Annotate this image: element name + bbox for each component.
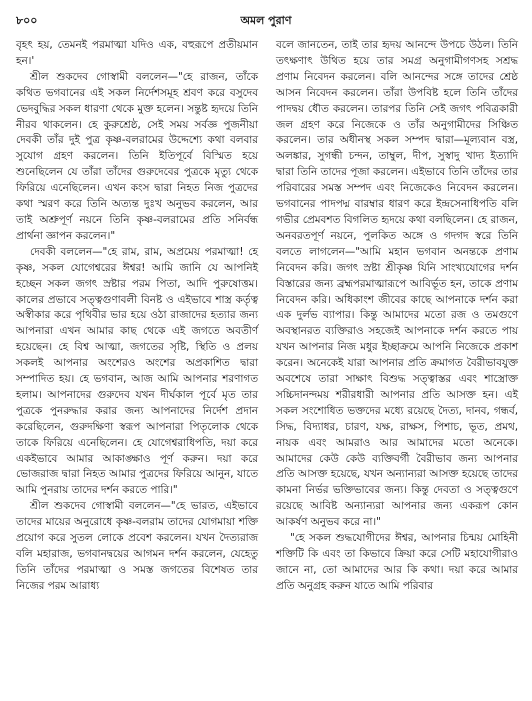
left-column [16, 38, 258, 595]
running-title: অমল পুরাণ [240, 14, 292, 27]
paragraph: দেবকী বললেন—"হে রাম, রাম, অপ্রমেয় পরমাত্মা! হে কৃষ্ণ, সকল যোগেশ্বরের ঈশ্বর! আমি জানি যে আপনিই হচ্ছেন সকল জগৎ স্রষ্টার পরম পিতা, আদি পুরুষোত্তম। কালের প্রভাবে সত্ত্বগুণাবলী বিনষ্ট ও এইভাবে শাস্ত্র কর্তৃত্ব অস্বীকার করে পৃথিবীর ভার হয়ে ওঠা রাজাদের হত্যার জন্য আপনারা এখন আমার কাছ থেকে এই জগতে অবতীর্ণ হয়েছেন। হে বিশ্ব আত্মা, জগতের সৃষ্টি, স্থিতি ও প্রলয় সকলই আপনার অংশেরও অংশের অপ্রকাশিত দ্বারা সম্পাদিত হয়। হে ভগবান, আজ আমি আপনার শরণাগত হলাম। আপনাদের গুরুদেব যখন দীর্ঘকাল পূর্বে মৃত তার পুত্রকে পুনরুদ্ধার করার জন্য আপনাদের নির্দেশ প্রদান করেছিলেন, গুরুদক্ষিণা স্বরূপ আপনারা পিতৃলোক থেকে তাকে ফিরিয়ে এনেছিলেন। হে যোগেশ্বরাধিপতি, দয়া করে একইভাবে আমার আকাঙ্ক্ষাও পূর্ণ করুন। দয়া করে ভোজরাজ দ্বারা নিহত আমার পুত্রদের ফিরিয়ে আনুন, যাতে আমি পুনরায় তাদের দর্শন করতে পারি।" [16, 245, 258, 497]
paragraph: "হে সকল শুদ্ধযোগীদের ঈশ্বর, আপনার চিন্ময় মোহিনী শক্তিটি কি এবং তা কিভাবে ক্রিয়া করে সেটি মহাযোগীরাও জানে না, তো আমাদের আর কি কথা। দয়া করে আমার প্রতি অনুগ্রহ করুন যাতে আমি পরিবার [276, 532, 518, 592]
paragraph: শ্রীল শুকদেব গোস্বামী বললেন—"হে রাজন, তাঁকে কথিত ভগবানের এই সকল নির্দেশসমূহ শ্রবণ করে বসুদেব ভেদবুদ্ধির সকল ধারণা থেকে মুক্ত হলেন। সন্তুষ্ট হৃদয়ে তিনি নীরব থাকলেন। হে কুরুশ্রেষ্ঠ, সেই সময় সর্বজ্ঞ পুজনীয়া দেবকী তাঁর দুই পুত্র কৃষ্ণ-বলরামের উদ্দেশ্যে কথা বলবার সুযোগ গ্রহণ করলেন। তিনি ইতিপূর্বে বিস্মিত হয়ে শুনেছিলেন যে তাঁরা তাঁদের গুরুদেবের পুত্রকে মৃত্যু থেকে ফিরিয়ে এনেছিলেন। এখন কংস দ্বারা নিহত নিজ পুত্রদের কথা স্মরণ করে তিনি অত্যন্ত দুঃখ অনুভব করলেন, আর তাই অশ্রুপূর্ণ নয়নে তিনি কৃষ্ণ-বলরামের প্রতি সনির্বন্ধ প্রার্থনা জ্ঞাপন করলেন।" [16, 70, 258, 242]
right-column [276, 38, 518, 595]
paragraph: বৃহৎ হয়, তেমনই পরমাত্মা যদিও এক, বহুরূপে প্রতীয়মান হন।' [16, 39, 258, 67]
paragraph: বলে জানতেন, তাই তার হৃদয় আনন্দে উপচে উঠল। তিনি তৎক্ষণাৎ উথিত হয়ে তার সমগ্র অনুগামীগণসহ সশ্রদ্ধ প্রণাম নিবেদন করলেন। বলি আনন্দের সঙ্গে তাদের শ্রেষ্ঠ আসন নিবেদন করলেন। তাঁরা উপবিষ্ট হলে তিনি তাঁদের পাদদ্বয় ধৌত করলেন। তারপর তিনি সেই জগৎ পবিত্রকারী জল গ্রহণ করে নিজেকে ও তাঁর অনুগামীদের সিঞ্চিত করলেন। তার অধীনস্থ সকল সম্পদ দ্বারা—মূল্যবান বস্ত্র, অলঙ্কার, সুগন্ধী চন্দন, তাম্বুল, দীপ, সুস্বাদু খাদ্য ইত্যাদি দ্বারা তিনি তাদের পূজা করলেন। এইভাবে তিনি তাঁদের তার পরিবারের সমস্ত সম্পদ এবং নিজেকেও নিবেদন করলেন। ভগবানের পাদপদ্ম বারম্বার ধারণ করে ইন্দ্রসেনাধিপতি বলি গভীর প্রেমবশত বিগলিত হৃদয়ে কথা বলছিলেন। হে রাজন, অনবরতপূর্ণ নয়নে, পুলকিত অঙ্গে ও গদগদ স্বরে তিনি বলতে লাগলেন—"আমি মহান ভগবান অনন্তকে প্রণাম নিবেদন করি। জগৎ স্রষ্টা শ্রীকৃষ্ণ যিনি সাংখ্যযোগের দর্শন বিস্তারের জন্য ব্রহ্মপরমাত্মারূপে আবির্ভূত হন, তাকে প্রণাম নিবেদন করি। অধিকাংশ জীবের কাছে আপনাকে দর্শন করা এক দুর্লভ ব্যাপার। কিন্তু আমাদের মতো রজ ও তমগুণে অবস্থানরত ব্যক্তিরাও সহজেই আপনাকে দর্শন করতে পায় যখন আপনার নিজ মধুর ইচ্ছাক্রমে আপনি নিজেকে প্রকাশ করেন। অনেকেই যারা আপনার প্রতি ক্রমাগত বৈরীভাবযুক্ত অবশেষে তারা সাক্ষাৎ বিশুদ্ধ সত্ত্বাস্তর এবং শাস্ত্রোক্ত সচ্চিদানন্দময় শরীরধারী আপনার প্রতি আসক্ত হন। এই সকল সংশোধিত ভক্তদের মধ্যে রয়েছে দৈত্য, দানব, গন্ধর্ব, সিদ্ধ, বিদ্যাধর, চারণ, যক্ষ, রাক্ষস, পিশাচ, ভূত, প্রমথ, নায়ক এবং আমরাও আর আমাদের মতো অনেকে। আমাদের কেউ কেউ ব্যক্তিবর্গী বৈরীভাব জন্য আপনার প্রতি আসক্ত হয়েছে, যখন অন্যান্যরা আসক্ত হয়েছে তাদের কামনা নির্ভর ভক্তিভাবের জন্য। কিন্তু দেবতা ও সত্ত্বগুণে রয়েছে আবিষ্ট অন্যান্যরা আপনার জন্য একরূপ কোন আকর্ষণ অনুভব করে না।" [276, 39, 518, 529]
page-header [16, 8, 516, 30]
page-number: ৮০০ [16, 14, 38, 27]
paragraph: শ্রীল শুকদেব গোস্বামী বললেন—"হে ভারত, এইভাবে তাদের মায়ের অনুরোধে কৃষ্ণ-বলরাম তাদের যোগমায়া শক্তি প্রয়োগ করে সুতল লোকে প্রবেশ করলেন। যখন দৈত্যরাজ বলি মহারাজ, ভগবানদ্বয়ের আগমন দর্শন করলেন, যেহেতু তিনি তাঁদের পরমাত্মা ও সমস্ত জগতের বিশেষত তার নিজের পরম আরাধ্য [16, 500, 258, 592]
